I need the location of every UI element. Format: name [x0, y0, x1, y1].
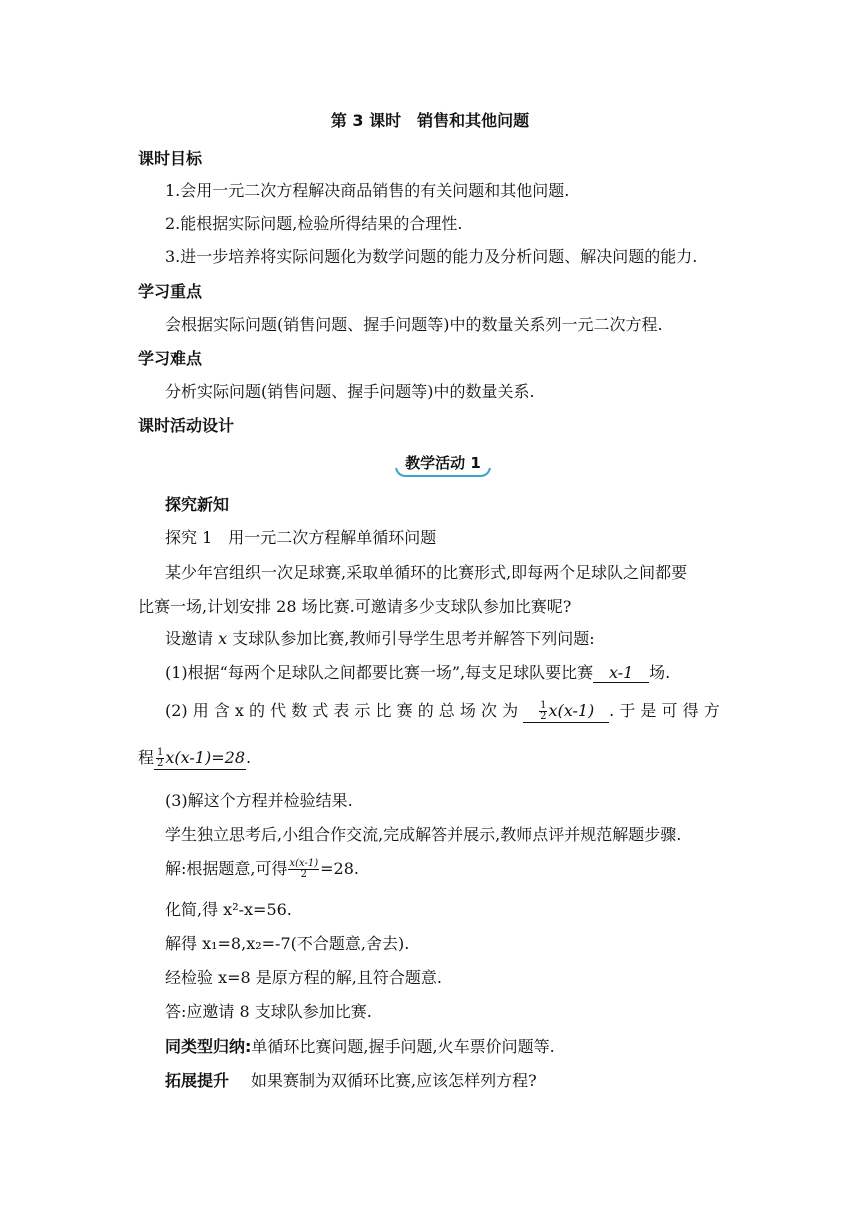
explore-heading: 探究新知	[165, 495, 230, 514]
simplify-line: 化简,得 x²-x=56.	[165, 900, 292, 919]
key-points-text: 会根据实际问题(销售问题、握手问题等)中的数量关系列一元二次方程.	[165, 315, 663, 334]
objective-1: 1.会用一元二次方程解决商品销售的有关问题和其他问题.	[165, 181, 570, 200]
difficulty-heading: 学习难点	[138, 349, 203, 368]
answer-blank-2: $\frac{1}{2}$ x(x-1)	[523, 701, 609, 723]
solution-line: 解:根据题意,可得 $\frac{x(x-1)}{2}$ =28.	[165, 858, 359, 880]
problem-line-1: 某少年宫组织一次足球赛,采取单循环的比赛形式,即每两个足球队之间都要	[165, 563, 688, 582]
question-3: (3)解这个方程并检验结果.	[165, 791, 353, 810]
key-points-heading: 学习重点	[138, 282, 203, 301]
question-2-equation: 程 $\frac{1}{2}$ x(x-1)=28.	[138, 747, 252, 769]
badge-underline-icon	[394, 464, 492, 478]
question-2: (2) 用 含 x 的 代 数 式 表 示 比 赛 的 总 场 次 为 $\frac{1}{2}$ x(x-1) . 于 是 可 得 方	[165, 700, 720, 722]
setup-line: 设邀请 x 支球队参加比赛,教师引导学生思考并解答下列问题:	[165, 629, 595, 648]
objective-2: 2.能根据实际问题,检验所得结果的合理性.	[165, 214, 463, 233]
check-line: 经检验 x=8 是原方程的解,且符合题意.	[165, 968, 442, 987]
extension-line: 拓展提升 如果赛制为双循环比赛,应该怎样列方程?	[165, 1071, 537, 1090]
roots-line: 解得 x₁=8,x₂=-7(不合题意,舍去).	[165, 934, 410, 953]
activity-badge	[394, 450, 492, 474]
objective-3: 3.进一步培养将实际问题化为数学问题的能力及分析问题、解决问题的能力.	[165, 247, 698, 266]
summary-line: 同类型归纳:单循环比赛问题,握手问题,火车票价问题等.	[165, 1037, 555, 1056]
answer-blank-1: x-1	[593, 664, 649, 683]
objectives-heading: 课时目标	[138, 149, 203, 168]
answer-line: 答:应邀请 8 支球队参加比赛.	[165, 1002, 372, 1021]
question-1: (1)根据“每两个足球队之间都要比赛一场”,每支足球队要比赛 x-1 场.	[165, 663, 671, 682]
page-title: 第 3 课时 销售和其他问题	[330, 111, 530, 130]
discussion-text: 学生独立思考后,小组合作交流,完成解答并展示,教师点评并规范解题步骤.	[165, 825, 682, 844]
explore-1-title: 探究 1 用一元二次方程解单循环问题	[165, 528, 437, 547]
activity-badge-label: 教学活动 1	[405, 454, 481, 472]
answer-blank-3: $\frac{1}{2}$ x(x-1)=28	[154, 748, 246, 770]
problem-line-2: 比赛一场,计划安排 28 场比赛.可邀请多少支球队参加比赛呢?	[138, 597, 572, 616]
design-heading: 课时活动设计	[138, 416, 235, 435]
difficulty-text: 分析实际问题(销售问题、握手问题等)中的数量关系.	[165, 382, 535, 401]
